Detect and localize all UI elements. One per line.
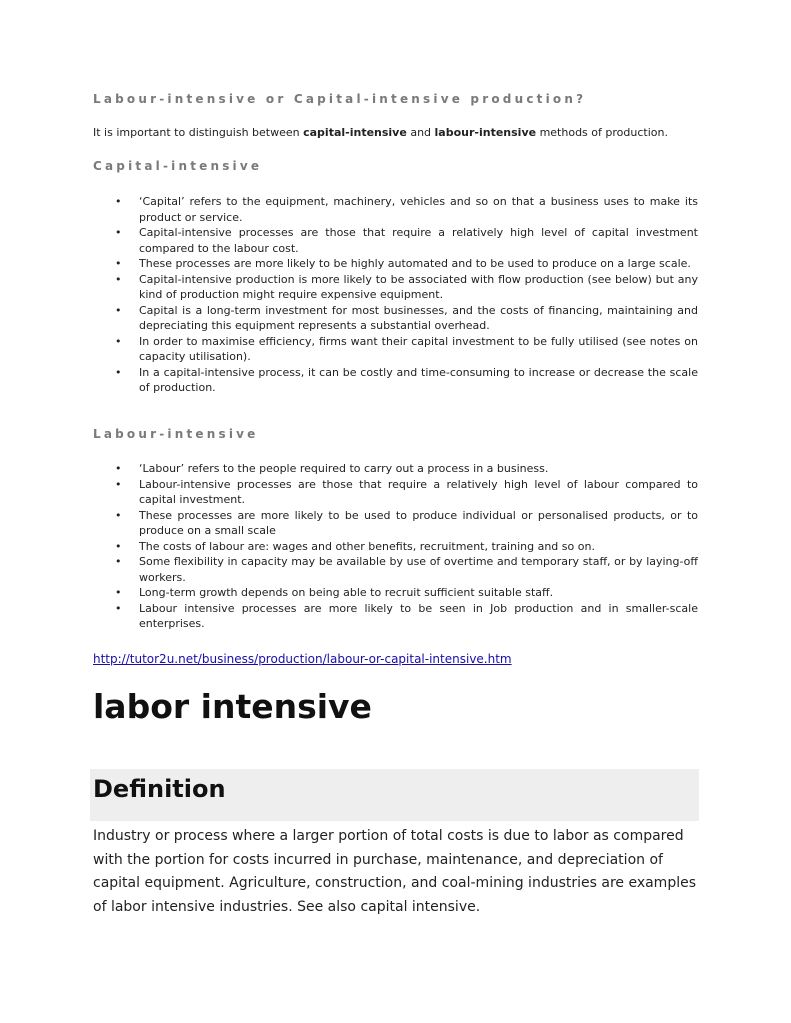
list-item-text: These processes are more likely to be used to produce individual or personalised products, or to produce on a small scale bbox=[139, 508, 698, 537]
list-item bbox=[93, 539, 698, 555]
list-item-text: The costs of labour are: wages and other benefits, recruitment, training and so on. bbox=[139, 539, 595, 553]
list-item-text: ‘Labour’ refers to the people required to carry out a process in a business. bbox=[139, 462, 549, 475]
list-item-text: Capital-intensive processes are those that require a relatively high level of capital investment compared to the labour cost. bbox=[139, 226, 698, 255]
list-item-text: Long-term growth depends on being able to recruit sufficient suitable staff. bbox=[139, 586, 554, 599]
bullet-icon: • bbox=[115, 508, 122, 522]
intro-bold-capital: capital-intensive bbox=[303, 126, 407, 139]
list-item bbox=[93, 508, 698, 539]
list-item bbox=[93, 365, 698, 396]
list-item bbox=[93, 194, 698, 225]
intro-text-before: It is important to distinguish between bbox=[93, 126, 304, 139]
list-item bbox=[93, 461, 698, 477]
bullet-icon: • bbox=[115, 555, 122, 568]
definition-heading: Definition bbox=[93, 775, 226, 803]
definition-text: Industry or process where a larger portion of total costs is due to labor as compared with the portion for costs incurred in purchase, maintenance, and depreciation of capital equipment. Agriculture, construction, and coal-mining industries are examples of labor intensive industries. See also capital intensive. bbox=[93, 828, 697, 915]
list-item-text: ‘Capital’ refers to the equipment, machinery, vehicles and so on that a business uses to make its product or service. bbox=[139, 195, 698, 224]
list-item-text: Labour intensive processes are more likely to be seen in Job production and in smaller-scale enterprises. bbox=[139, 601, 698, 630]
source-link[interactable]: http://tutor2u.net/business/production/labour-or-capital-intensive.htm bbox=[93, 652, 512, 666]
intro-bold-labour: labour-intensive bbox=[434, 126, 537, 139]
list-item-text: Labour-intensive processes are those that require a relatively high level of labour compared to capital investment. bbox=[139, 477, 698, 506]
bullet-icon: • bbox=[115, 539, 122, 553]
list-item bbox=[93, 477, 698, 508]
bullet-icon: • bbox=[115, 462, 122, 475]
bullet-icon: • bbox=[115, 365, 122, 379]
bullet-icon: • bbox=[115, 477, 122, 491]
intro-paragraph bbox=[93, 126, 668, 139]
list-item-text: Capital is a long-term investment for most businesses, and the costs of financing, maintaining and depreciating this equipment represents a substantial overhead. bbox=[139, 303, 698, 332]
bullet-icon: • bbox=[115, 226, 122, 239]
term-title: labor intensive bbox=[93, 687, 372, 726]
intro-text-middle: and bbox=[406, 126, 435, 139]
list-item bbox=[93, 554, 698, 585]
intro-text-after: methods of production. bbox=[536, 126, 668, 139]
capital-intensive-list bbox=[93, 194, 698, 396]
list-item-text: In order to maximise efficiency, firms want their capital investment to be fully utilised (see notes on capacity utilisation). bbox=[139, 334, 698, 363]
bullet-icon: • bbox=[115, 303, 122, 317]
list-item bbox=[93, 225, 698, 256]
list-item-text: Some flexibility in capacity may be available by use of overtime and temporary staff, or by laying-off workers. bbox=[139, 555, 698, 584]
bullet-icon: • bbox=[115, 257, 122, 270]
bullet-icon: • bbox=[115, 601, 122, 615]
labour-intensive-list bbox=[93, 461, 698, 632]
list-item bbox=[93, 585, 698, 601]
labour-intensive-heading: Labour-intensive bbox=[93, 427, 259, 441]
list-item bbox=[93, 256, 698, 272]
list-item-text: Capital-intensive production is more likely to be associated with flow production (see below) but any kind of production might require expensive equipment. bbox=[139, 272, 698, 301]
capital-intensive-heading: Capital-intensive bbox=[93, 159, 263, 173]
bullet-icon: • bbox=[115, 334, 122, 348]
bullet-icon: • bbox=[115, 272, 122, 286]
section-title: Labour-intensive or Capital-intensive production? bbox=[93, 92, 587, 106]
list-item bbox=[93, 334, 698, 365]
list-item bbox=[93, 601, 698, 632]
bullet-icon: • bbox=[115, 195, 122, 208]
list-item bbox=[93, 272, 698, 303]
list-item bbox=[93, 303, 698, 334]
bullet-icon: • bbox=[115, 586, 122, 599]
list-item-text: These processes are more likely to be highly automated and to be used to produce on a large scale. bbox=[139, 257, 691, 270]
list-item-text: In a capital-intensive process, it can be costly and time-consuming to increase or decrease the scale of production. bbox=[139, 365, 698, 394]
